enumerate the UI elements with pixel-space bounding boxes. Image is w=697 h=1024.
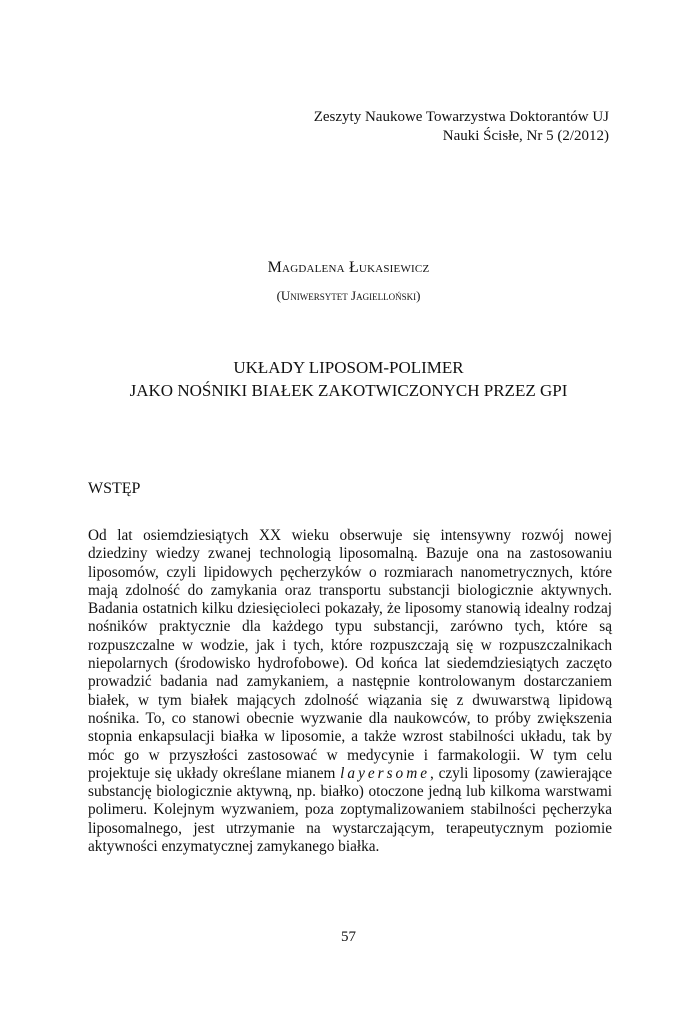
author-affiliation: (Uniwersytet Jagielloński) <box>276 288 421 303</box>
paragraph-term: layersome <box>340 764 431 782</box>
section-heading: WSTĘP <box>88 480 141 497</box>
page-number: 57 <box>341 929 356 945</box>
journal-header <box>314 108 609 146</box>
intro-paragraph <box>88 527 612 856</box>
paragraph-text-part-1: Od lat osiemdziesiątych XX wieku obserwuje się intensywny rozwój nowej dziedziny wiedzy zwanej technologią liposomalną. Bazuje ona na zastosowaniu liposomów, czyli lipidowych pęcherzyków o rozmiarach nanometrycznych, które mają zdolność do zamykania oraz transportu substancji biologicznie aktywnych. Badania ostatnich kilku dziesięcioleci pokazały, że liposomy stanowią idealny rodzaj nośników praktycznie dla każdego typu substancji, zarówno tych, które są rozpuszczalne w wodzie, jak i tych, które rozpuszczają się w rozpuszczalnikach niepolarnych (środowisko hydrofobowe). Od końca lat siedemdziesiątych zaczęto prowadzić badania nad zamykaniem, a następnie kontrolowanym dostarczaniem białek, w tym białek mających zdolność wiązania się z dwuwarstwą lipidową nośnika. To, co stanowi obecnie wyzwanie dla naukowców, to próby zwiększenia stopnia enkapsulacji białka w liposomie, a także wzrost stabilności układu, tak by móc go w przyszłości zastosować w medycynie i farmakologii. W tym celu projektuje się układy określane mianem <box>88 527 612 782</box>
article-title-line-2: JAKO NOŚNIKI BIAŁEK ZAKOTWICZONYCH PRZEZ GPI <box>129 381 568 400</box>
paragraph-text-part-2: , czyli liposomy (zawierające substancję biologicznie aktywną, np. białko) otoczone jedną lub kilkoma warstwami polimeru. Kolejnym wyzwaniem, poza zoptymalizowaniem stabilności pęcherzyka liposomalnego, jest utrzymanie na wystarczającym, terapeutycznym poziomie aktywności enzymatycznej zamykanego białka. <box>88 764 612 856</box>
article-title <box>0 356 697 402</box>
journal-name: Zeszyty Naukowe Towarzystwa Doktorantów UJ <box>313 109 609 125</box>
journal-issue: Nauki Ścisłe, Nr 5 (2/2012) <box>442 128 609 144</box>
author-name: Magdalena Łukasiewicz <box>267 259 430 276</box>
article-title-line-1: UKŁADY LIPOSOM-POLIMER <box>233 358 464 377</box>
